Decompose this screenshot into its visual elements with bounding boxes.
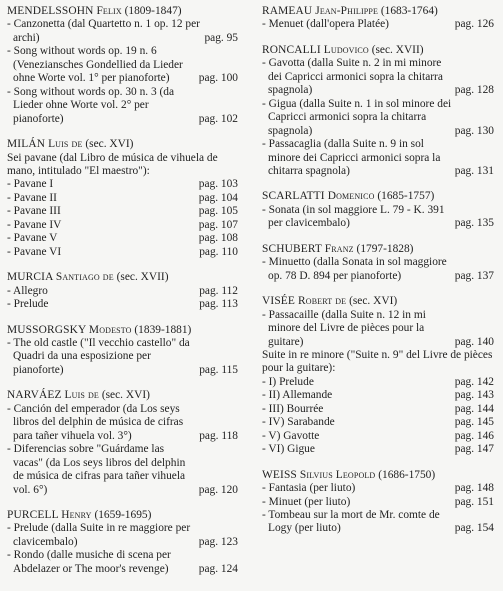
composer-dates: (sec. XVI) (101, 389, 150, 402)
entry-page-number: pag. 112 (199, 284, 238, 297)
index-entry (7, 549, 238, 576)
index-entry (262, 309, 494, 349)
index-column-right (262, 5, 494, 548)
entry-title: - Minuetto (dalla Sonata in sol maggiore op. 78 D. 894 per pianoforte) (262, 256, 447, 282)
entry-page-number: pag. 107 (198, 218, 238, 231)
composer-name: PURCELL Henry (7, 508, 92, 521)
entry-page-number: pag. 130 (454, 124, 494, 137)
index-entry (262, 496, 494, 509)
entry-title: - The old castle ("Il vecchio castello" da Quadri da una esposizione per pianoforte) (7, 336, 190, 376)
entry-title: - Pavane V (7, 232, 58, 245)
composer-name: SCHUBERT Franz (262, 242, 354, 255)
index-entry (7, 192, 238, 205)
entry-title: - Song without words op. 30 n. 3 (da Lieder ohne Worte vol. 2° per pianoforte) (7, 85, 175, 125)
index-entry (7, 337, 238, 377)
composer-weiss-silvius-leopold (262, 469, 494, 536)
entry-page-number: pag. 104 (198, 191, 238, 204)
composer-name: MILÁN Luis de (7, 138, 83, 151)
composer-dates: (1686-1750) (378, 468, 436, 481)
composer-mussorgsky-modesto (7, 324, 238, 378)
entry-page-number: pag. 151 (454, 495, 494, 508)
entry-page-number: pag. 135 (454, 217, 494, 230)
entry-title: - Passacaille (dalla Suite n. 12 in mi minore del Livre de pièces pour la guitare) (262, 308, 426, 348)
entry-title: Suite in re minore ("Suite n. 9" del Livre de pièces pour la guitare): (262, 348, 493, 375)
entry-title: - Pavane I (7, 178, 54, 191)
entry-page-number: pag. 147 (454, 443, 494, 456)
composer-dates: (1809-1847) (124, 5, 182, 17)
entry-title: - Rondo (dalle musiche di scena per Abdelazer or The moor's revenge) (7, 549, 171, 575)
composer-dates: (1685-1757) (377, 190, 435, 203)
composer-mendelssohn-felix (7, 5, 238, 126)
composer-heading (262, 190, 494, 203)
composer-visee-robert-de (262, 295, 494, 456)
index-entry (262, 349, 494, 376)
index-entry (262, 416, 494, 429)
entry-title: - III) Bourrée (262, 402, 324, 415)
entry-title: - Fantasia (per liuto) (262, 482, 356, 495)
index-entry (262, 204, 494, 231)
index-entry (7, 298, 238, 311)
entry-title: - II) Allemande (262, 389, 333, 402)
entry-page-number: pag. 146 (454, 429, 494, 442)
entry-title: - Diferencias sobre "Guárdame las vacas" (da Los seys libros del delphin de música de cifras para tañer vihuela vol. 6°) (7, 443, 186, 496)
index-entry (7, 285, 238, 298)
index-entry (262, 18, 494, 31)
composer-heading (262, 295, 494, 308)
composer-name: RAMEAU Jean-Philippe (262, 5, 378, 17)
entry-title: - Song without words op. 19 n. 6 (Veneziansches Gondellied da Lieder ohne Worte vol. 1° per pianoforte) (7, 45, 183, 85)
entry-title: - Prelude (dalla Suite in re maggiore per clavicembalo) (7, 522, 191, 548)
composer-name: VISÉE Robert de (262, 295, 347, 308)
entry-title: - V) Gavotte (262, 429, 320, 442)
composer-name: SCARLATTI Domenico (262, 190, 375, 203)
entry-page-number: pag. 110 (199, 245, 238, 258)
index-entry (7, 205, 238, 218)
entry-page-number: pag. 95 (204, 31, 238, 44)
index-entry (262, 509, 494, 536)
index-entry (262, 482, 494, 495)
index-entry (262, 376, 494, 389)
entry-title: - Passacaglia (dalla Suite n. 9 in sol minore dei Capricci armonici sopra la chitarra spagnola) (262, 138, 441, 177)
entry-page-number: pag. 142 (454, 375, 494, 388)
composer-heading (262, 243, 494, 256)
composer-name: WEISS Silvius Leopold (262, 468, 376, 481)
entry-title: - Gavotta (dalla Suite n. 2 in mi minore dei Capricci armonici sopra la chitarra spagnola) (262, 57, 443, 97)
entry-title: - Allegro (7, 284, 48, 297)
entry-page-number: pag. 128 (454, 84, 494, 97)
index-entry (7, 86, 238, 126)
entry-title: - VI) Gigue (262, 443, 315, 456)
composer-murcia-santiago-de (7, 271, 238, 311)
entry-title: - Pavane VI (7, 245, 62, 258)
composer-heading (7, 324, 238, 337)
composer-purcell-henry (7, 509, 238, 576)
index-entry (7, 219, 238, 232)
entry-title: - Gigua (dalla Suite n. 1 in sol minore dei Capricci armonici sopra la chitarra spagnola) (262, 97, 452, 137)
index-entry (262, 443, 494, 456)
composer-dates: (sec. XVII) (371, 43, 424, 56)
index-entry (262, 98, 494, 138)
composer-roncalli-ludovico (262, 44, 494, 179)
entry-page-number: pag. 100 (198, 72, 238, 85)
entry-title: - Tombeau sur la mort de Mr. comte de Logy (per liuto) (262, 508, 440, 535)
composer-heading (262, 5, 494, 18)
composer-narvaez-luis-de (7, 389, 238, 497)
composer-name: RONCALLI Ludovico (262, 43, 369, 56)
composer-dates: (sec. XVII) (116, 271, 169, 284)
index-entry (262, 57, 494, 97)
entry-page-number: pag. 131 (454, 164, 494, 177)
composer-name: NARVÁEZ Luis de (7, 389, 99, 402)
entry-title: - Pavane II (7, 191, 57, 204)
index-entry (7, 45, 238, 85)
entry-title: - Sonata (in sol maggiore L. 79 - K. 391 per clavicembalo) (262, 203, 445, 230)
composer-schubert-franz (262, 243, 494, 283)
composer-milan-luis-de (7, 138, 238, 259)
entry-page-number: pag. 154 (454, 522, 494, 535)
entry-page-number: pag. 126 (454, 18, 494, 31)
entry-page-number: pag. 118 (199, 429, 238, 442)
index-entry (262, 403, 494, 416)
entry-title: Sei pavane (dal Libro de música de vihuela de mano, intitulado "El maestro"): (7, 151, 218, 177)
index-entry (262, 256, 494, 283)
entry-title: - I) Prelude (262, 375, 314, 388)
composer-heading (7, 271, 238, 284)
composer-scarlatti-domenico (262, 190, 494, 230)
entry-page-number: pag. 124 (198, 562, 238, 575)
composer-dates: (1659-1695) (94, 508, 152, 521)
composer-name: MENDELSSOHN Felix (7, 5, 122, 17)
index-entry (7, 152, 238, 179)
entry-page-number: pag. 105 (198, 205, 238, 218)
composer-heading (262, 469, 494, 482)
index-entry (262, 138, 494, 178)
composer-dates: (sec. XVI) (85, 138, 134, 151)
composer-heading (7, 389, 238, 402)
composer-dates: (sec. XVI) (349, 295, 398, 308)
index-entry (262, 430, 494, 443)
entry-page-number: pag. 140 (454, 335, 494, 348)
entry-page-number: pag. 137 (454, 269, 494, 282)
composer-dates: (1683-1764) (380, 5, 438, 17)
entry-page-number: pag. 102 (198, 112, 238, 125)
index-entry (7, 443, 238, 497)
composer-heading (262, 44, 494, 57)
entry-page-number: pag. 148 (454, 482, 494, 495)
entry-page-number: pag. 123 (198, 535, 238, 548)
entry-page-number: pag. 103 (198, 178, 238, 191)
entry-title: - Minuet (per liuto) (262, 495, 351, 508)
index-entry (7, 178, 238, 191)
composer-dates: (1839-1881) (134, 323, 192, 336)
index-entry (7, 522, 238, 549)
composer-dates: (1797-1828) (356, 242, 414, 255)
composer-name: MURCIA Santiago de (7, 271, 114, 284)
entry-title: - Menuet (dall'opera Platée) (262, 18, 389, 31)
entry-title: - Canzonetta (dal Quartetto n. 1 op. 12 per archi) (7, 18, 200, 44)
composer-heading (7, 5, 238, 18)
index-entry (7, 232, 238, 245)
entry-title: - Prelude (7, 298, 49, 311)
entry-page-number: pag. 108 (198, 232, 238, 245)
composer-heading (7, 138, 238, 151)
entry-page-number: pag. 113 (199, 298, 238, 311)
entry-title: - IV) Sarabande (262, 416, 335, 429)
entry-page-number: pag. 145 (454, 416, 494, 429)
entry-page-number: pag. 143 (454, 389, 494, 402)
entry-page-number: pag. 115 (199, 363, 238, 376)
index-column-left (7, 5, 238, 588)
index-entry (7, 18, 238, 45)
entry-page-number: pag. 120 (198, 483, 238, 496)
composer-rameau-jean-philippe (262, 5, 494, 32)
entry-page-number: pag. 144 (454, 402, 494, 415)
index-entry (7, 403, 238, 443)
index-entry (7, 246, 238, 259)
entry-title: - Pavane III (7, 205, 61, 218)
composer-name: MUSSORGSKY Modesto (7, 323, 132, 336)
index-entry (262, 389, 494, 402)
entry-title: - Pavane IV (7, 218, 62, 231)
entry-title: - Canción del emperador (da Los seys libros del delphin de música de cifras para tañer vihuela vol. 3°) (7, 402, 184, 442)
composer-heading (7, 509, 238, 522)
